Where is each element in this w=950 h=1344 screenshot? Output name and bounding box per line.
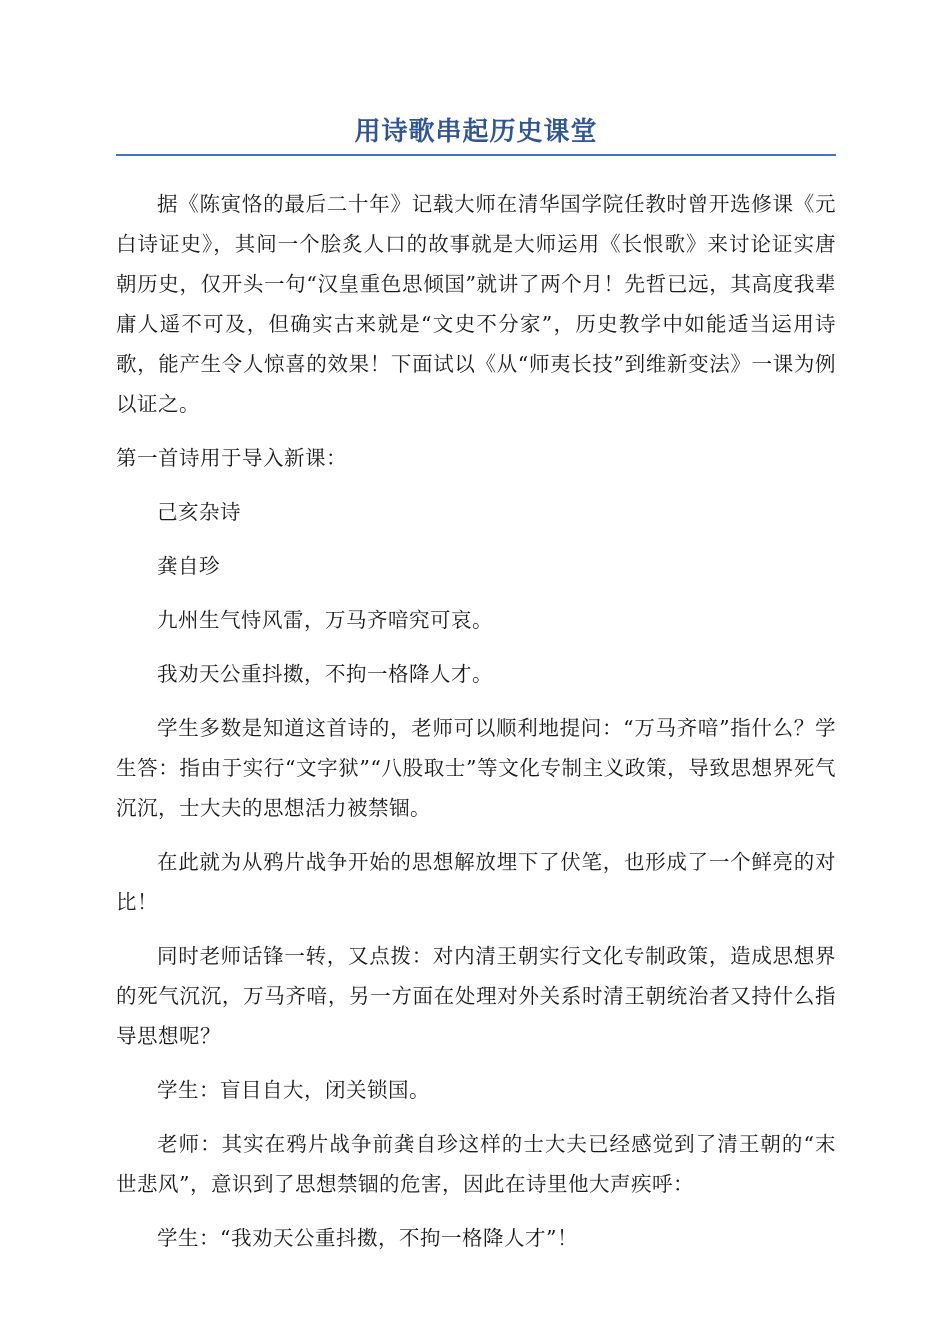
poem-line-2: 我劝天公重抖擞，不拘一格降人才。 <box>157 662 493 686</box>
paragraph-first-poem-lead: 第一首诗用于导入新课： <box>116 446 347 470</box>
paragraph-student-answer-2: 学生：“我劝天公重抖擞，不拘一格降人才”！ <box>157 1226 578 1250</box>
poem-line-1: 九州生气恃风雷，万马齐喑究可哀。 <box>157 608 493 632</box>
paragraph-student-answer-1: 学生：盲目自大，闭关锁国。 <box>157 1078 430 1102</box>
document-page <box>116 112 836 1272</box>
poem-title: 己亥杂诗 <box>157 500 241 524</box>
poem-author: 龚自珍 <box>157 554 220 578</box>
title-underline <box>116 154 836 156</box>
paragraph-intro: 据《陈寅恪的最后二十年》记载大师在清华国学院任教时曾开选修课《元白诗证史》，其间一个脍炙人口的故事就是大师运用《长恨歌》来讨论证实唐朝历史，仅开头一句“汉皇重色思倾国”就讲了两个月！先哲已远，其高度我辈庸人遥不可及，但确实古来就是“文史不分家”，历史教学中如能适当运用诗歌，能产生令人惊喜的效果！下面试以《从“师夷长技”到维新变法》一课为例以证之。 <box>116 192 836 416</box>
paragraph-teacher-turn: 同时老师话锋一转，又点拨：对内清王朝实行文化专制政策，造成思想界的死气沉沉，万马齐喑，另一方面在处理对外关系时清王朝统治者又持什么指导思想呢？ <box>116 944 836 1048</box>
paragraph-contrast: 在此就为从鸦片战争开始的思想解放埋下了伏笔，也形成了一个鲜亮的对比！ <box>116 850 836 914</box>
document-title: 用诗歌串起历史课堂 <box>354 117 598 147</box>
paragraph-student-question: 学生多数是知道这首诗的，老师可以顺利地提问：“万马齐喑”指什么？学生答：指由于实行“文字狱”“八股取士”等文化专制主义政策，导致思想界死气沉沉，士大夫的思想活力被禁锢。 <box>116 716 836 820</box>
paragraph-teacher-comment: 老师：其实在鸦片战争前龚自珍这样的士大夫已经感觉到了清王朝的“末世悲风”，意识到了思想禁锢的危害，因此在诗里他大声疾呼： <box>116 1132 836 1196</box>
